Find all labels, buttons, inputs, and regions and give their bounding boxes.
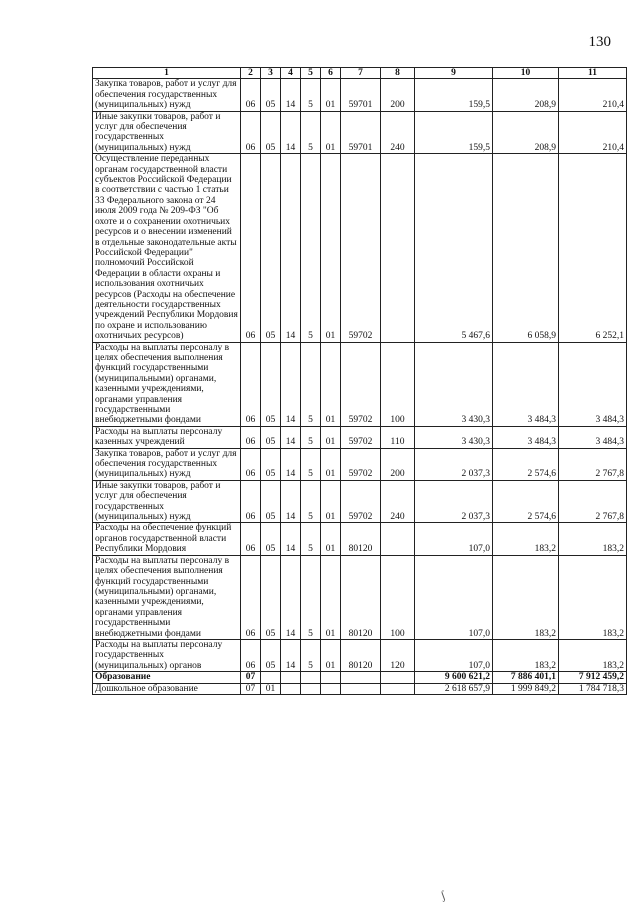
row-value-cell: 5 bbox=[301, 426, 321, 448]
row-value-cell: 14 bbox=[281, 79, 301, 111]
row-value-cell bbox=[321, 683, 341, 694]
row-value-cell: 100 bbox=[381, 342, 415, 426]
row-value-cell: 06 bbox=[241, 342, 261, 426]
row-name-cell: Расходы на выплаты персоналу в целях обеспечения выполнения функций государственными (муниципальными) органами, казенными учреждениями, органами управления государственными внебюджетными фондами bbox=[93, 342, 241, 426]
table-row bbox=[93, 111, 627, 154]
row-value-cell: 07 bbox=[241, 672, 261, 683]
row-value-cell: 5 bbox=[301, 639, 321, 671]
row-value-cell: 1 999 849,2 bbox=[493, 683, 559, 694]
row-value-cell: 05 bbox=[261, 555, 281, 639]
row-value-cell: 2 574,6 bbox=[493, 480, 559, 523]
row-value-cell: 3 430,3 bbox=[415, 426, 493, 448]
row-value-cell: 06 bbox=[241, 154, 261, 342]
row-value-cell: 210,4 bbox=[559, 111, 627, 154]
header-cell: 8 bbox=[381, 68, 415, 79]
row-name-cell: Иные закупки товаров, работ и услуг для обеспечения государственных (муниципальных) нужд bbox=[93, 480, 241, 523]
row-value-cell: 3 484,3 bbox=[493, 426, 559, 448]
row-value-cell: 5 467,6 bbox=[415, 154, 493, 342]
row-value-cell: 5 bbox=[301, 523, 321, 555]
row-value-cell: 05 bbox=[261, 480, 281, 523]
row-value-cell: 240 bbox=[381, 111, 415, 154]
row-value-cell: 208,9 bbox=[493, 79, 559, 111]
header-cell: 4 bbox=[281, 68, 301, 79]
row-value-cell: 110 bbox=[381, 426, 415, 448]
row-value-cell: 05 bbox=[261, 154, 281, 342]
header-cell: 5 bbox=[301, 68, 321, 79]
row-value-cell: 59702 bbox=[341, 342, 381, 426]
row-name-cell: Закупка товаров, работ и услуг для обеспечения государственных (муниципальных) нужд bbox=[93, 79, 241, 111]
row-value-cell: 06 bbox=[241, 111, 261, 154]
row-value-cell: 59701 bbox=[341, 79, 381, 111]
row-value-cell: 06 bbox=[241, 448, 261, 480]
header-cell: 10 bbox=[493, 68, 559, 79]
row-value-cell: 14 bbox=[281, 111, 301, 154]
row-value-cell: 5 bbox=[301, 79, 321, 111]
row-value-cell: 5 bbox=[301, 448, 321, 480]
table-body bbox=[93, 79, 627, 695]
row-value-cell: 05 bbox=[261, 448, 281, 480]
row-value-cell: 208,9 bbox=[493, 111, 559, 154]
row-value-cell: 80120 bbox=[341, 555, 381, 639]
row-value-cell: 05 bbox=[261, 426, 281, 448]
header-cell: 6 bbox=[321, 68, 341, 79]
row-value-cell: 2 618 657,9 bbox=[415, 683, 493, 694]
row-value-cell: 01 bbox=[321, 342, 341, 426]
row-value-cell: 80120 bbox=[341, 523, 381, 555]
row-value-cell: 01 bbox=[321, 426, 341, 448]
table-row bbox=[93, 154, 627, 342]
row-value-cell: 01 bbox=[321, 555, 341, 639]
row-value-cell: 2 574,6 bbox=[493, 448, 559, 480]
row-value-cell bbox=[301, 683, 321, 694]
table-row bbox=[93, 683, 627, 694]
table-row bbox=[93, 426, 627, 448]
row-value-cell: 59702 bbox=[341, 448, 381, 480]
row-value-cell: 05 bbox=[261, 79, 281, 111]
row-value-cell: 14 bbox=[281, 523, 301, 555]
row-value-cell: 120 bbox=[381, 639, 415, 671]
row-value-cell: 01 bbox=[261, 683, 281, 694]
table-row bbox=[93, 639, 627, 671]
row-value-cell: 05 bbox=[261, 342, 281, 426]
row-value-cell: 107,0 bbox=[415, 639, 493, 671]
header-row bbox=[93, 68, 627, 79]
row-value-cell bbox=[381, 683, 415, 694]
row-value-cell: 210,4 bbox=[559, 79, 627, 111]
budget-table bbox=[92, 67, 627, 695]
table-row bbox=[93, 523, 627, 555]
header-cell: 9 bbox=[415, 68, 493, 79]
row-value-cell: 5 bbox=[301, 154, 321, 342]
row-value-cell: 14 bbox=[281, 480, 301, 523]
row-value-cell: 5 bbox=[301, 111, 321, 154]
row-value-cell: 7 886 401,1 bbox=[493, 672, 559, 683]
row-value-cell: 1 784 718,3 bbox=[559, 683, 627, 694]
row-value-cell: 5 bbox=[301, 342, 321, 426]
row-value-cell: 7 912 459,2 bbox=[559, 672, 627, 683]
row-value-cell bbox=[381, 523, 415, 555]
row-value-cell: 107,0 bbox=[415, 523, 493, 555]
row-value-cell bbox=[341, 683, 381, 694]
header-cell: 3 bbox=[261, 68, 281, 79]
table-row bbox=[93, 672, 627, 683]
row-value-cell: 5 bbox=[301, 480, 321, 523]
row-value-cell: 6 058,9 bbox=[493, 154, 559, 342]
row-value-cell: 200 bbox=[381, 79, 415, 111]
row-value-cell: 14 bbox=[281, 639, 301, 671]
row-value-cell: 14 bbox=[281, 555, 301, 639]
row-value-cell: 14 bbox=[281, 426, 301, 448]
page-number: 130 bbox=[588, 34, 611, 50]
row-name-cell: Закупка товаров, работ и услуг для обеспечения государственных (муниципальных) нужд bbox=[93, 448, 241, 480]
row-value-cell: 01 bbox=[321, 448, 341, 480]
row-value-cell: 05 bbox=[261, 523, 281, 555]
row-value-cell: 14 bbox=[281, 448, 301, 480]
row-value-cell: 2 767,8 bbox=[559, 448, 627, 480]
header-cell: 11 bbox=[559, 68, 627, 79]
header-cell: 1 bbox=[93, 68, 241, 79]
row-value-cell: 183,2 bbox=[493, 523, 559, 555]
row-value-cell bbox=[341, 672, 381, 683]
row-value-cell bbox=[321, 672, 341, 683]
row-value-cell: 3 484,3 bbox=[559, 426, 627, 448]
row-value-cell: 183,2 bbox=[493, 555, 559, 639]
row-value-cell: 3 484,3 bbox=[493, 342, 559, 426]
table-row bbox=[93, 480, 627, 523]
row-value-cell: 200 bbox=[381, 448, 415, 480]
row-name-cell: Образование bbox=[93, 672, 241, 683]
row-value-cell: 183,2 bbox=[559, 639, 627, 671]
row-value-cell bbox=[281, 683, 301, 694]
row-value-cell bbox=[261, 672, 281, 683]
row-value-cell: 01 bbox=[321, 639, 341, 671]
row-name-cell: Расходы на выплаты персоналу в целях обеспечения выполнения функций государственными (муниципальными) органами, казенными учреждениями, органами управления государственными внебюджетными фондами bbox=[93, 555, 241, 639]
row-value-cell: 01 bbox=[321, 79, 341, 111]
row-value-cell: 59702 bbox=[341, 480, 381, 523]
row-value-cell bbox=[301, 672, 321, 683]
row-name-cell: Расходы на выплаты персоналу казенных учреждений bbox=[93, 426, 241, 448]
row-name-cell: Расходы на выплаты персоналу государственных (муниципальных) органов bbox=[93, 639, 241, 671]
table-row bbox=[93, 555, 627, 639]
row-value-cell: 2 037,3 bbox=[415, 480, 493, 523]
row-value-cell: 6 252,1 bbox=[559, 154, 627, 342]
row-name-cell: Дошкольное образование bbox=[93, 683, 241, 694]
row-value-cell: 06 bbox=[241, 639, 261, 671]
row-value-cell: 240 bbox=[381, 480, 415, 523]
header-cell: 7 bbox=[341, 68, 381, 79]
row-value-cell: 183,2 bbox=[559, 523, 627, 555]
row-value-cell: 01 bbox=[321, 523, 341, 555]
row-value-cell: 06 bbox=[241, 426, 261, 448]
table-row bbox=[93, 448, 627, 480]
row-name-cell: Иные закупки товаров, работ и услуг для обеспечения государственных (муниципальных) нужд bbox=[93, 111, 241, 154]
row-name-cell: Осуществление переданных органам государственной власти субъектов Российской Федерации в соответствии с частью 1 статьи 33 Федерального закона от 24 июля 2009 года № 209-ФЗ "Об охоте и о сохранении охотничьих ресурсов и о внесении изменений в отдельные законодательные акты Российской Федерации" полномочий Российской Федерации в области охраны и использования охотничьих ресурсов (Расходы на обеспечение деятельности государственных учреждений Республики Мордовия по охране и использованию охотничьих ресурсов) bbox=[93, 154, 241, 342]
row-name-cell: Расходы на обеспечение функций органов государственной власти Республики Мордовия bbox=[93, 523, 241, 555]
row-value-cell: 01 bbox=[321, 480, 341, 523]
row-value-cell: 06 bbox=[241, 480, 261, 523]
row-value-cell: 01 bbox=[321, 154, 341, 342]
row-value-cell: 2 767,8 bbox=[559, 480, 627, 523]
row-value-cell bbox=[381, 154, 415, 342]
row-value-cell: 183,2 bbox=[493, 639, 559, 671]
row-value-cell: 9 600 621,2 bbox=[415, 672, 493, 683]
row-value-cell: 3 484,3 bbox=[559, 342, 627, 426]
row-value-cell bbox=[381, 672, 415, 683]
table-row bbox=[93, 79, 627, 111]
ink-mark: ʃ bbox=[438, 887, 448, 903]
row-value-cell: 06 bbox=[241, 79, 261, 111]
row-value-cell bbox=[281, 672, 301, 683]
row-value-cell: 3 430,3 bbox=[415, 342, 493, 426]
row-value-cell: 59702 bbox=[341, 426, 381, 448]
row-value-cell: 2 037,3 bbox=[415, 448, 493, 480]
row-value-cell: 01 bbox=[321, 111, 341, 154]
row-value-cell: 80120 bbox=[341, 639, 381, 671]
row-value-cell: 100 bbox=[381, 555, 415, 639]
row-value-cell: 14 bbox=[281, 342, 301, 426]
header-cell: 2 bbox=[241, 68, 261, 79]
row-value-cell: 183,2 bbox=[559, 555, 627, 639]
row-value-cell: 159,5 bbox=[415, 79, 493, 111]
row-value-cell: 107,0 bbox=[415, 555, 493, 639]
row-value-cell: 05 bbox=[261, 639, 281, 671]
row-value-cell: 06 bbox=[241, 523, 261, 555]
row-value-cell: 5 bbox=[301, 555, 321, 639]
row-value-cell: 14 bbox=[281, 154, 301, 342]
row-value-cell: 59702 bbox=[341, 154, 381, 342]
row-value-cell: 07 bbox=[241, 683, 261, 694]
row-value-cell: 05 bbox=[261, 111, 281, 154]
row-value-cell: 159,5 bbox=[415, 111, 493, 154]
row-value-cell: 59701 bbox=[341, 111, 381, 154]
table-row bbox=[93, 342, 627, 426]
row-value-cell: 06 bbox=[241, 555, 261, 639]
